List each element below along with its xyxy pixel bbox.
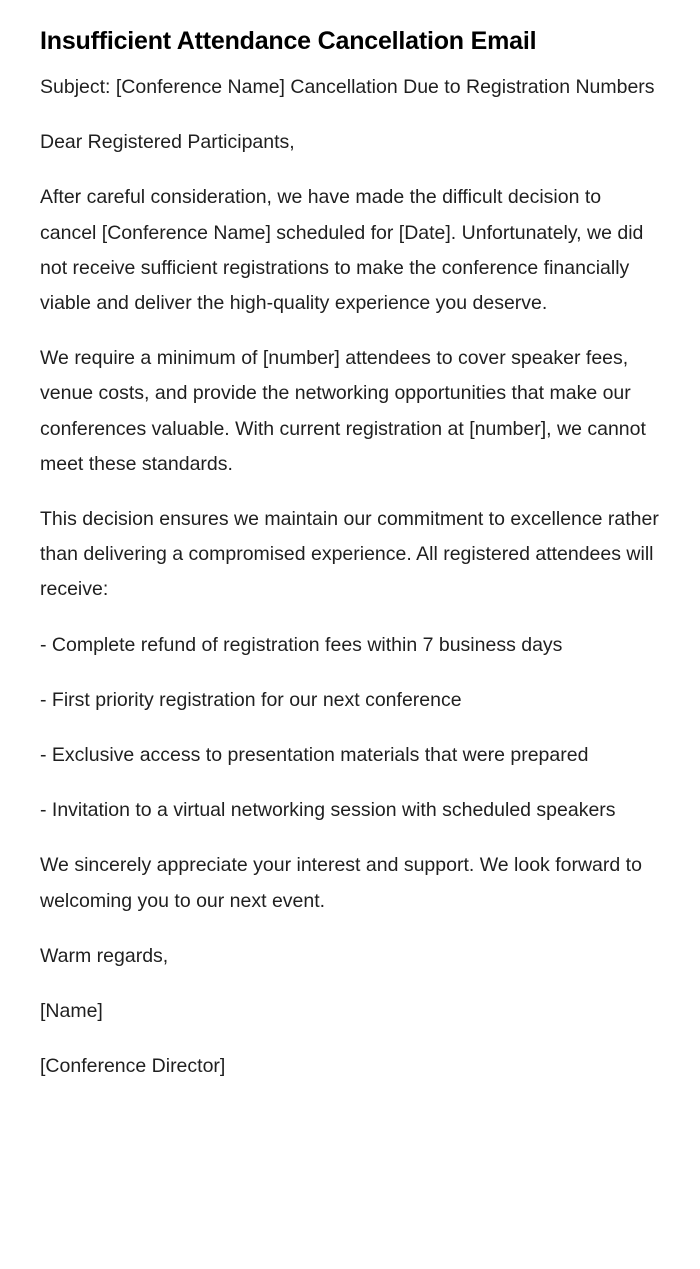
email-closing: Warm regards, — [40, 944, 169, 967]
benefit-item-virtual-networking: - Invitation to a virtual networking session with scheduled speakers — [40, 799, 616, 822]
body-paragraph-1: After careful consideration, we have made the difficult decision to cancel [Conference Name] scheduled for [Date]. Unfortunately, we did not receive sufficient registrations to make the conference financially viable and deliver the high-quality experience you deserve. — [40, 186, 644, 315]
signature-name: [Name] — [40, 1000, 103, 1023]
document-title: Insufficient Attendance Cancellation Email — [40, 27, 537, 55]
body-paragraph-2: We require a minimum of [number] attendees to cover speaker fees, venue costs, and provide the networking opportunities that make our conferences valuable. With current registration at [number], we cannot meet these standards. — [40, 347, 646, 475]
benefit-item-refund: - Complete refund of registration fees within 7 business days — [40, 633, 563, 656]
email-greeting: Dear Registered Participants, — [40, 131, 295, 154]
signature-role: [Conference Director] — [40, 1055, 226, 1078]
email-subject: Subject: [Conference Name] Cancellation Due to Registration Numbers — [40, 76, 655, 98]
body-paragraph-4: We sincerely appreciate your interest and support. We look forward to welcoming you to our next event. — [40, 854, 642, 912]
benefit-item-presentation-materials: - Exclusive access to presentation materials that were prepared — [40, 744, 589, 767]
benefit-item-priority-registration: - First priority registration for our next conference — [40, 688, 462, 711]
body-paragraph-3: This decision ensures we maintain our commitment to excellence rather than delivering a compromised experience. All registered attendees will receive: — [40, 508, 659, 601]
